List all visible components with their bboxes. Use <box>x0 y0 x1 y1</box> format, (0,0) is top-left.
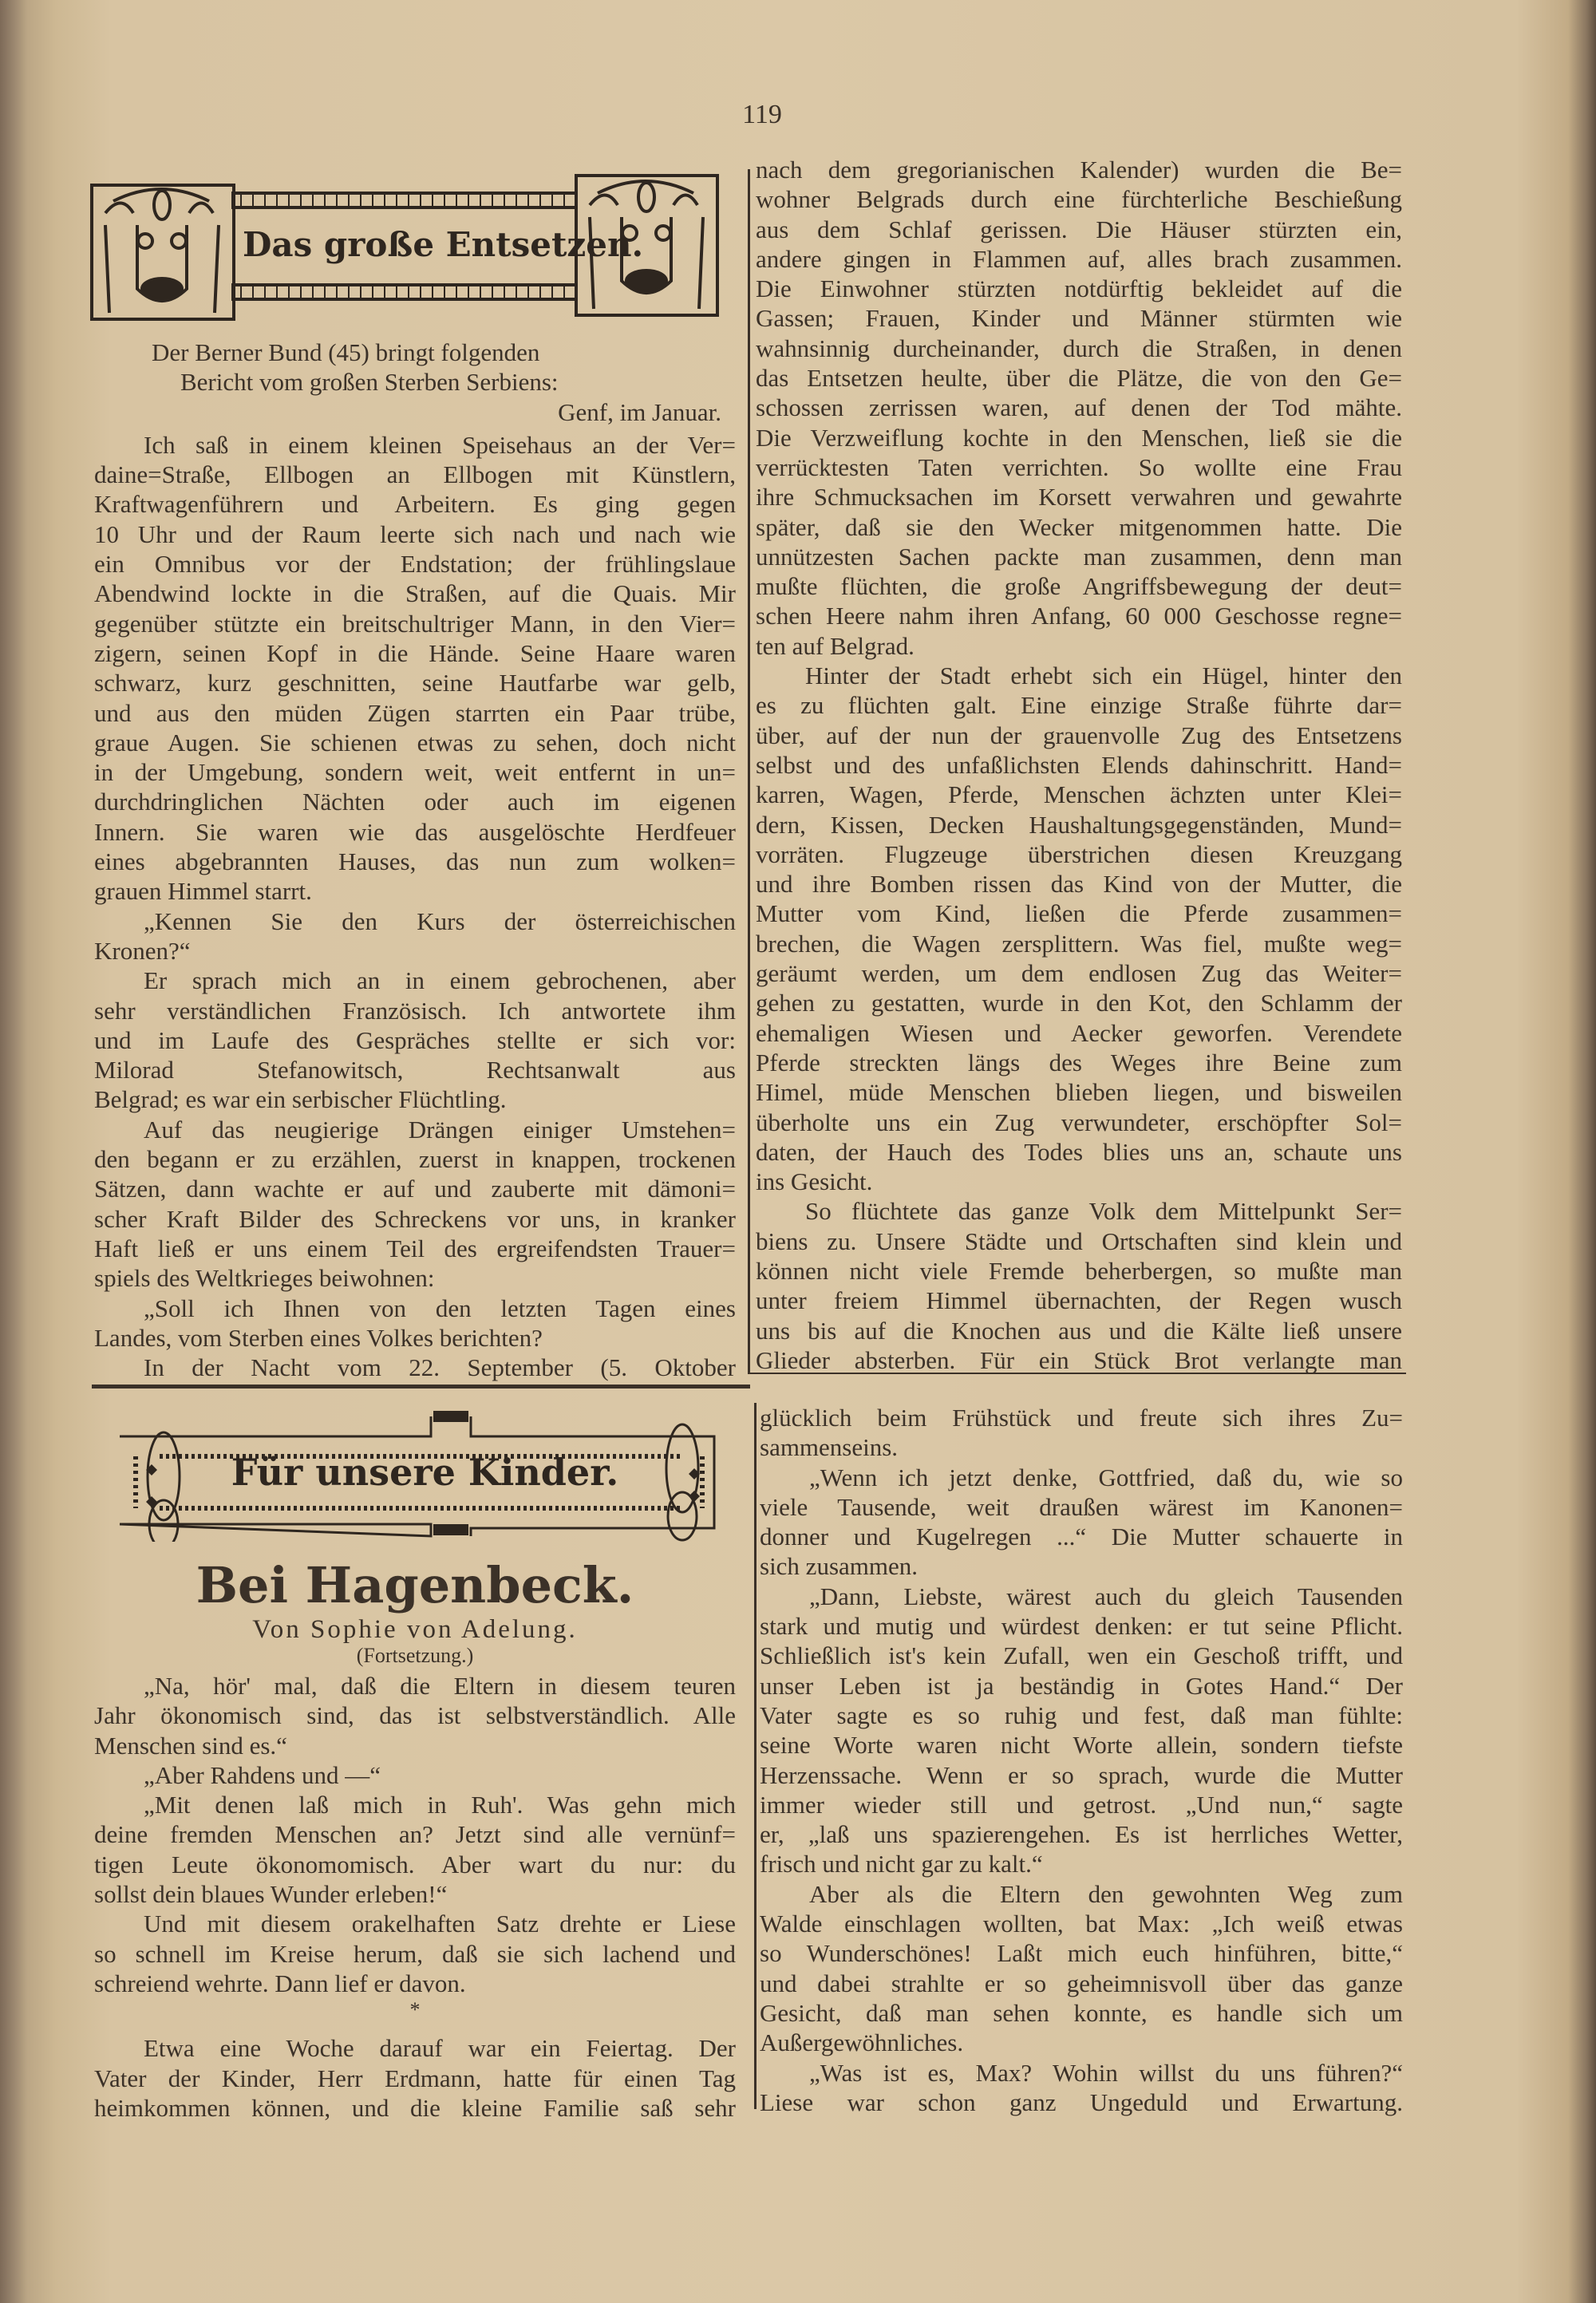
text-line: Die Einwohner stürzten notdürftig bekleidet auf die <box>756 275 1402 303</box>
text-line: stark und mutig und würdest denken: er tut seine Pflicht. <box>760 1612 1403 1641</box>
text-line: Schließlich ist's kein Zufall, wen ein Geschoß trifft, und <box>760 1641 1403 1670</box>
text-line: Und mit diesem orakelhaften Satz drehte er Liese <box>144 1910 736 1938</box>
paragraph <box>94 1760 736 1790</box>
text-line: Liese war schon ganz Ungeduld und Erwartung. <box>760 2088 1403 2116</box>
text-line: „Was ist es, Max? Wohin willst du uns führen?“ <box>809 2058 1403 2087</box>
section-divider-rule <box>92 1385 750 1389</box>
paragraph <box>94 430 736 907</box>
text-line: Haft ließ er uns einem Teil des ergreifendsten Trauer= <box>94 1234 736 1262</box>
text-line: schwarz, kurz geschnitten, seine Hautfarbe war gelb, <box>94 669 736 697</box>
text-line: wohner Belgrads durch eine fürchterliche Beschießung <box>756 185 1402 214</box>
text-line: Jahr ökonomisch sind, das ist selbstverständlich. Alle <box>94 1701 736 1730</box>
text-line: es zu flüchten galt. Eine einzige Straße führte dar= <box>756 691 1402 720</box>
text-line: „Soll ich Ihnen von den letzten Tagen eines <box>144 1294 736 1322</box>
story-title: Bei Hagenbeck. <box>196 1556 634 1614</box>
text-line: Landes, vom Sterben eines Volkes berichten? <box>94 1323 543 1352</box>
text-line: „Dann, Liebste, wärest auch du gleich Tausenden <box>809 1582 1403 1610</box>
text-line: gehen zu gestatten, wurde in den Kot, den Schlamm der <box>756 989 1402 1017</box>
text-line: 10 Uhr und der Raum leerte sich nach und nach wie <box>94 519 736 548</box>
paragraph <box>94 1909 736 1998</box>
section-separator: * <box>409 1998 421 2022</box>
text-line: ihre Schmucksachen im Korsett verwahren und gewahrte <box>756 483 1402 512</box>
text-line: Herzenssache. Wenn er so sprach, wurde die Mutter <box>760 1760 1403 1789</box>
column-divider <box>748 169 750 1374</box>
text-line: Aber als die Eltern den gewohnten Weg zum <box>809 1879 1403 1908</box>
article2-right-column <box>760 1403 1403 2117</box>
text-line: aus dem Schlaf gerissen. Die Häuser stürzten ein, <box>756 215 1402 243</box>
text-line: Die Verzweiflung kochte in den Menschen, ließ sie die <box>756 423 1402 452</box>
text-line: seine Worte waren nicht Worte allein, sondern tiefste <box>760 1731 1403 1760</box>
text-line: „Aber Rahdens und —“ <box>144 1760 381 1789</box>
text-line: Kraftwagenführern und Arbeitern. Es ging gegen <box>94 490 736 519</box>
text-line: „Wenn ich jetzt denke, Gottfried, daß du, wie so <box>809 1463 1403 1491</box>
paragraphs <box>760 1403 1403 2117</box>
text-line: graue Augen. Sie schienen etwas zu sehen, doch nicht <box>94 728 736 756</box>
paragraph <box>756 155 1402 661</box>
paragraph <box>94 1353 736 1382</box>
text-line: sehr verständlichen Französisch. Ich antwortete ihm <box>94 996 736 1025</box>
text-line: Hinter der Stadt erhebt sich ein Hügel, hinter den <box>805 662 1402 690</box>
text-line: Gesicht, daß man sehen konnte, es handle sich um <box>760 1998 1403 2027</box>
text-line: andere gingen in Flammen auf, alles brach zusammen. <box>756 244 1402 273</box>
text-line: und ihre Bomben rissen das Kind von der Mutter, die <box>756 870 1402 899</box>
text-line: geräumt werden, um dem endlosen Zug das Weiter= <box>756 959 1402 988</box>
text-line: Milorad Stefanowitsch, Rechtsanwalt aus <box>94 1056 736 1084</box>
text-line: schreiend wehrte. Dann lief er davon. <box>94 1969 466 1997</box>
text-line: Ich saß in einem kleinen Speisehaus an der Ver= <box>144 430 736 459</box>
text-line: Auf das neugierige Drängen einiger Umstehen= <box>144 1115 736 1144</box>
text-line: nach dem gregorianischen Kalender) wurden die Be= <box>756 156 1402 184</box>
paragraph <box>94 966 736 1114</box>
text-line: verrücktesten Taten verrichten. So wollte eine Frau <box>756 452 1402 481</box>
paragraph <box>94 2033 736 2123</box>
text-line: Belgrad; es war ein serbischer Flüchtling. <box>94 1085 507 1114</box>
text-line: durchdringlichen Nächten oder auch im eigenen <box>94 788 736 816</box>
text-line: heimkommen können, und die kleine Familie saß sehr <box>94 2093 736 2122</box>
text-line: frisch und nicht gar zu kalt.“ <box>760 1850 1043 1878</box>
article-title: Das große Entsetzen. <box>243 225 644 264</box>
text-line: So flüchtete das ganze Volk dem Mittelpunkt Ser= <box>805 1197 1402 1226</box>
text-line: Vater der Kinder, Herr Erdmann, hatte für einen Tag <box>94 2064 736 2092</box>
text-line: wahnsinnig durcheinander, durch die Straßen, in denen <box>756 334 1402 362</box>
text-line: immer wieder still und getrost. „Und nun,“ sagte <box>760 1790 1403 1819</box>
text-line: unter freiem Himmel übernachten, der Regen wusch <box>756 1286 1402 1315</box>
text-line: das Entsetzen heulte, über die Plätze, die von den Ge= <box>756 364 1402 393</box>
continuation-note: (Fortsetzung.) <box>356 1644 474 1667</box>
text-line: dern, Kissen, Decken Haushaltungsgegenständen, Mund= <box>756 810 1402 839</box>
story-byline: Von Sophie von Adelung. <box>252 1615 578 1644</box>
paragraph <box>94 1115 736 1294</box>
text-line: Außergewöhnliches. <box>760 2028 964 2057</box>
text-line: uns bis auf die Knochen aus und die Kälte ließ unsere <box>756 1316 1402 1345</box>
text-line: daine=Straße, Ellbogen an Ellbogen mit Künstlern, <box>94 460 736 489</box>
text-line: überholte uns ein Zug verwundeter, erschöpfter Sol= <box>756 1108 1402 1136</box>
text-line: glücklich beim Frühstück und freute sich ihres Zu= <box>760 1404 1403 1432</box>
text-line: „Na, hör' mal, daß die Eltern in diesem teuren <box>144 1672 736 1700</box>
text-line: viele Tausende, weit draußen wärest im Kanonen= <box>760 1492 1403 1521</box>
paragraph <box>760 1582 1403 1879</box>
paragraph <box>94 1671 736 1760</box>
text-line: Pferde streckten längs des Weges ihre Beine zum <box>756 1048 1402 1076</box>
text-line: ein Omnibus vor der Endstation; der frühlingslaue <box>94 550 736 579</box>
text-line: so Wunderschönes! Laßt mich euch hinführen, bitte,“ <box>760 1939 1403 1968</box>
text-line: mußte flüchten, die große Angriffsbewegung der deut= <box>756 572 1402 601</box>
text-line: sollst dein blaues Wunder erleben!“ <box>94 1880 448 1909</box>
text-line: so schnell im Kreise herum, daß sie sich lachend und <box>94 1939 736 1968</box>
text-line: Glieder absterben. Für ein Stück Brot verlangte man <box>756 1345 1402 1374</box>
text-line: selbst und des unfaßlichsten Elends dahinschritt. Hand= <box>756 750 1402 779</box>
article1-right-column <box>756 155 1402 1375</box>
text-line: spiels des Weltkrieges beiwohnen: <box>94 1264 435 1293</box>
intro-line: Der Berner Bund (45) bringt folgenden <box>152 338 540 366</box>
text-line: später, daß sie den Wecker mitgenommen hatte. Die <box>756 512 1402 541</box>
text-line: biens zu. Unsere Städte und Ortschaften sind klein und <box>756 1227 1402 1255</box>
text-line: donner und Kugelregen ...“ Die Mutter schauerte in <box>760 1523 1403 1551</box>
paragraph <box>760 1879 1403 2058</box>
text-line: Er sprach mich an in einem gebrochenen, aber <box>144 966 736 995</box>
text-line: brechen, die Wagen zersplittern. Was fiel, mußte weg= <box>756 929 1402 958</box>
text-line: „Kennen Sie den Kurs der österreichischen <box>144 907 736 935</box>
section-banner <box>116 1404 734 1542</box>
text-line: gegenüber stützte ein breitschultriger Mann, in den Vier= <box>94 609 736 638</box>
text-line: schen Heere nahm ihren Anfang, 60 000 Geschosse regne= <box>756 602 1402 630</box>
text-line: sich zusammen. <box>760 1552 918 1581</box>
text-line: Sätzen, dann wachte er auf und zauberte mit dämoni= <box>94 1175 736 1203</box>
paragraphs <box>756 155 1402 1375</box>
text-line: Himel, müde Menschen blieben liegen, und bisweilen <box>756 1078 1402 1107</box>
paragraph <box>94 907 736 966</box>
text-line: sammenseins. <box>760 1433 899 1462</box>
text-line: karren, Wagen, Pferde, Menschen ächzten unter Klei= <box>756 780 1402 809</box>
text-line: über, auf der nun der grauenvolle Zug des Entsetzens <box>756 721 1402 749</box>
text-line: können nicht viele Fremde beherbergen, so mußte man <box>756 1256 1402 1285</box>
text-line: Innern. Sie waren wie das ausgelöschte Herdfeuer <box>94 817 736 846</box>
dateline: Genf, im Januar. <box>558 397 721 426</box>
text-line: Abendwind lockte in die Straßen, auf die Quais. Mir <box>94 579 736 608</box>
text-line: unnützesten Sachen packte man zusammen, denn man <box>756 542 1402 571</box>
text-line: „Mit denen laß mich in Ruh'. Was gehn mich <box>144 1791 736 1819</box>
text-line: grauen Himmel starrt. <box>94 877 312 906</box>
text-line: Walde einschlagen wollten, bat Max: „Ich weiß etwas <box>760 1910 1403 1938</box>
text-line: in der Umgebung, sondern weit, weit entfernt in un= <box>94 758 736 787</box>
article1-left-column <box>94 338 736 1382</box>
paragraph <box>756 1196 1402 1375</box>
text-line: und im Laufe des Gespräches stellte er sich vor: <box>94 1025 736 1054</box>
section-banner-title: Für unsere Kinder. <box>231 1451 619 1494</box>
text-line: Kronen?“ <box>94 936 191 965</box>
text-line: Mutter vom Kind, ließen die Pferde zusammen= <box>756 899 1402 928</box>
text-line: Etwa eine Woche darauf war ein Feiertag. Der <box>144 2034 736 2063</box>
paragraphs <box>94 2033 736 2123</box>
text-line: Gassen; Frauen, Kinder und Männer stürmten wie <box>756 304 1402 333</box>
text-line: scher Kraft Bilder des Schreckens vor uns, in kranker <box>94 1204 736 1233</box>
text-line: deine fremden Menschen an? Jetzt sind alle vernünf= <box>94 1820 736 1849</box>
text-line: eines abgebrannten Hauses, das nun zum wolken= <box>94 847 736 876</box>
text-line: vorräten. Flugzeuge überstrichen diesen Kreuzgang <box>756 839 1402 868</box>
text-line: Vater sagte es so ruhig und fest, daß man fühlte: <box>760 1701 1403 1729</box>
intro-line: Bericht vom großen Sterben Serbiens: <box>180 368 559 397</box>
text-line: zigern, seinen Kopf in die Hände. Seine Haare waren <box>94 638 736 667</box>
article-header-ornament <box>89 169 720 322</box>
paragraph <box>94 1790 736 1909</box>
text-line: und aus den müden Zügen starrten ein Paar trübe, <box>94 698 736 727</box>
paragraph <box>94 1294 736 1353</box>
page-number: 119 <box>742 100 782 129</box>
text-line: Menschen sind es.“ <box>94 1731 287 1760</box>
text-line: daten, der Hauch des Todes blies uns an, schaute uns <box>756 1137 1402 1166</box>
paragraph <box>760 1463 1403 1582</box>
column-divider <box>754 1403 757 2109</box>
article2-left-column <box>94 1556 736 2123</box>
text-line: ehemaligen Wiesen und Aecker geworfen. Verendete <box>756 1018 1402 1047</box>
text-line: unser Leben ist ja beständig in Gotes Hand.“ Der <box>760 1671 1403 1700</box>
text-line: tigen Leute ökonomomisch. Aber wart du nur: du <box>94 1850 736 1878</box>
text-line: ten auf Belgrad. <box>756 631 915 660</box>
text-line: ins Gesicht. <box>756 1167 873 1196</box>
paragraph <box>760 2058 1403 2118</box>
text-line: schossen zerrissen waren, auf denen der Tod mähte. <box>756 393 1402 422</box>
text-line: In der Nacht vom 22. September (5. Oktober <box>144 1353 736 1382</box>
text-line: und dabei strahlte er so geheimnisvoll über das ganze <box>760 1969 1403 1997</box>
paragraph <box>760 1403 1403 1463</box>
paragraph <box>756 661 1402 1196</box>
text-line: er, „laß uns spazierengehen. Es ist herrliches Wetter, <box>760 1820 1403 1849</box>
paragraphs <box>94 1671 736 1998</box>
text-line: den begann er zu erzählen, zuerst in knappen, trockenen <box>94 1145 736 1174</box>
paragraphs <box>94 430 736 1383</box>
